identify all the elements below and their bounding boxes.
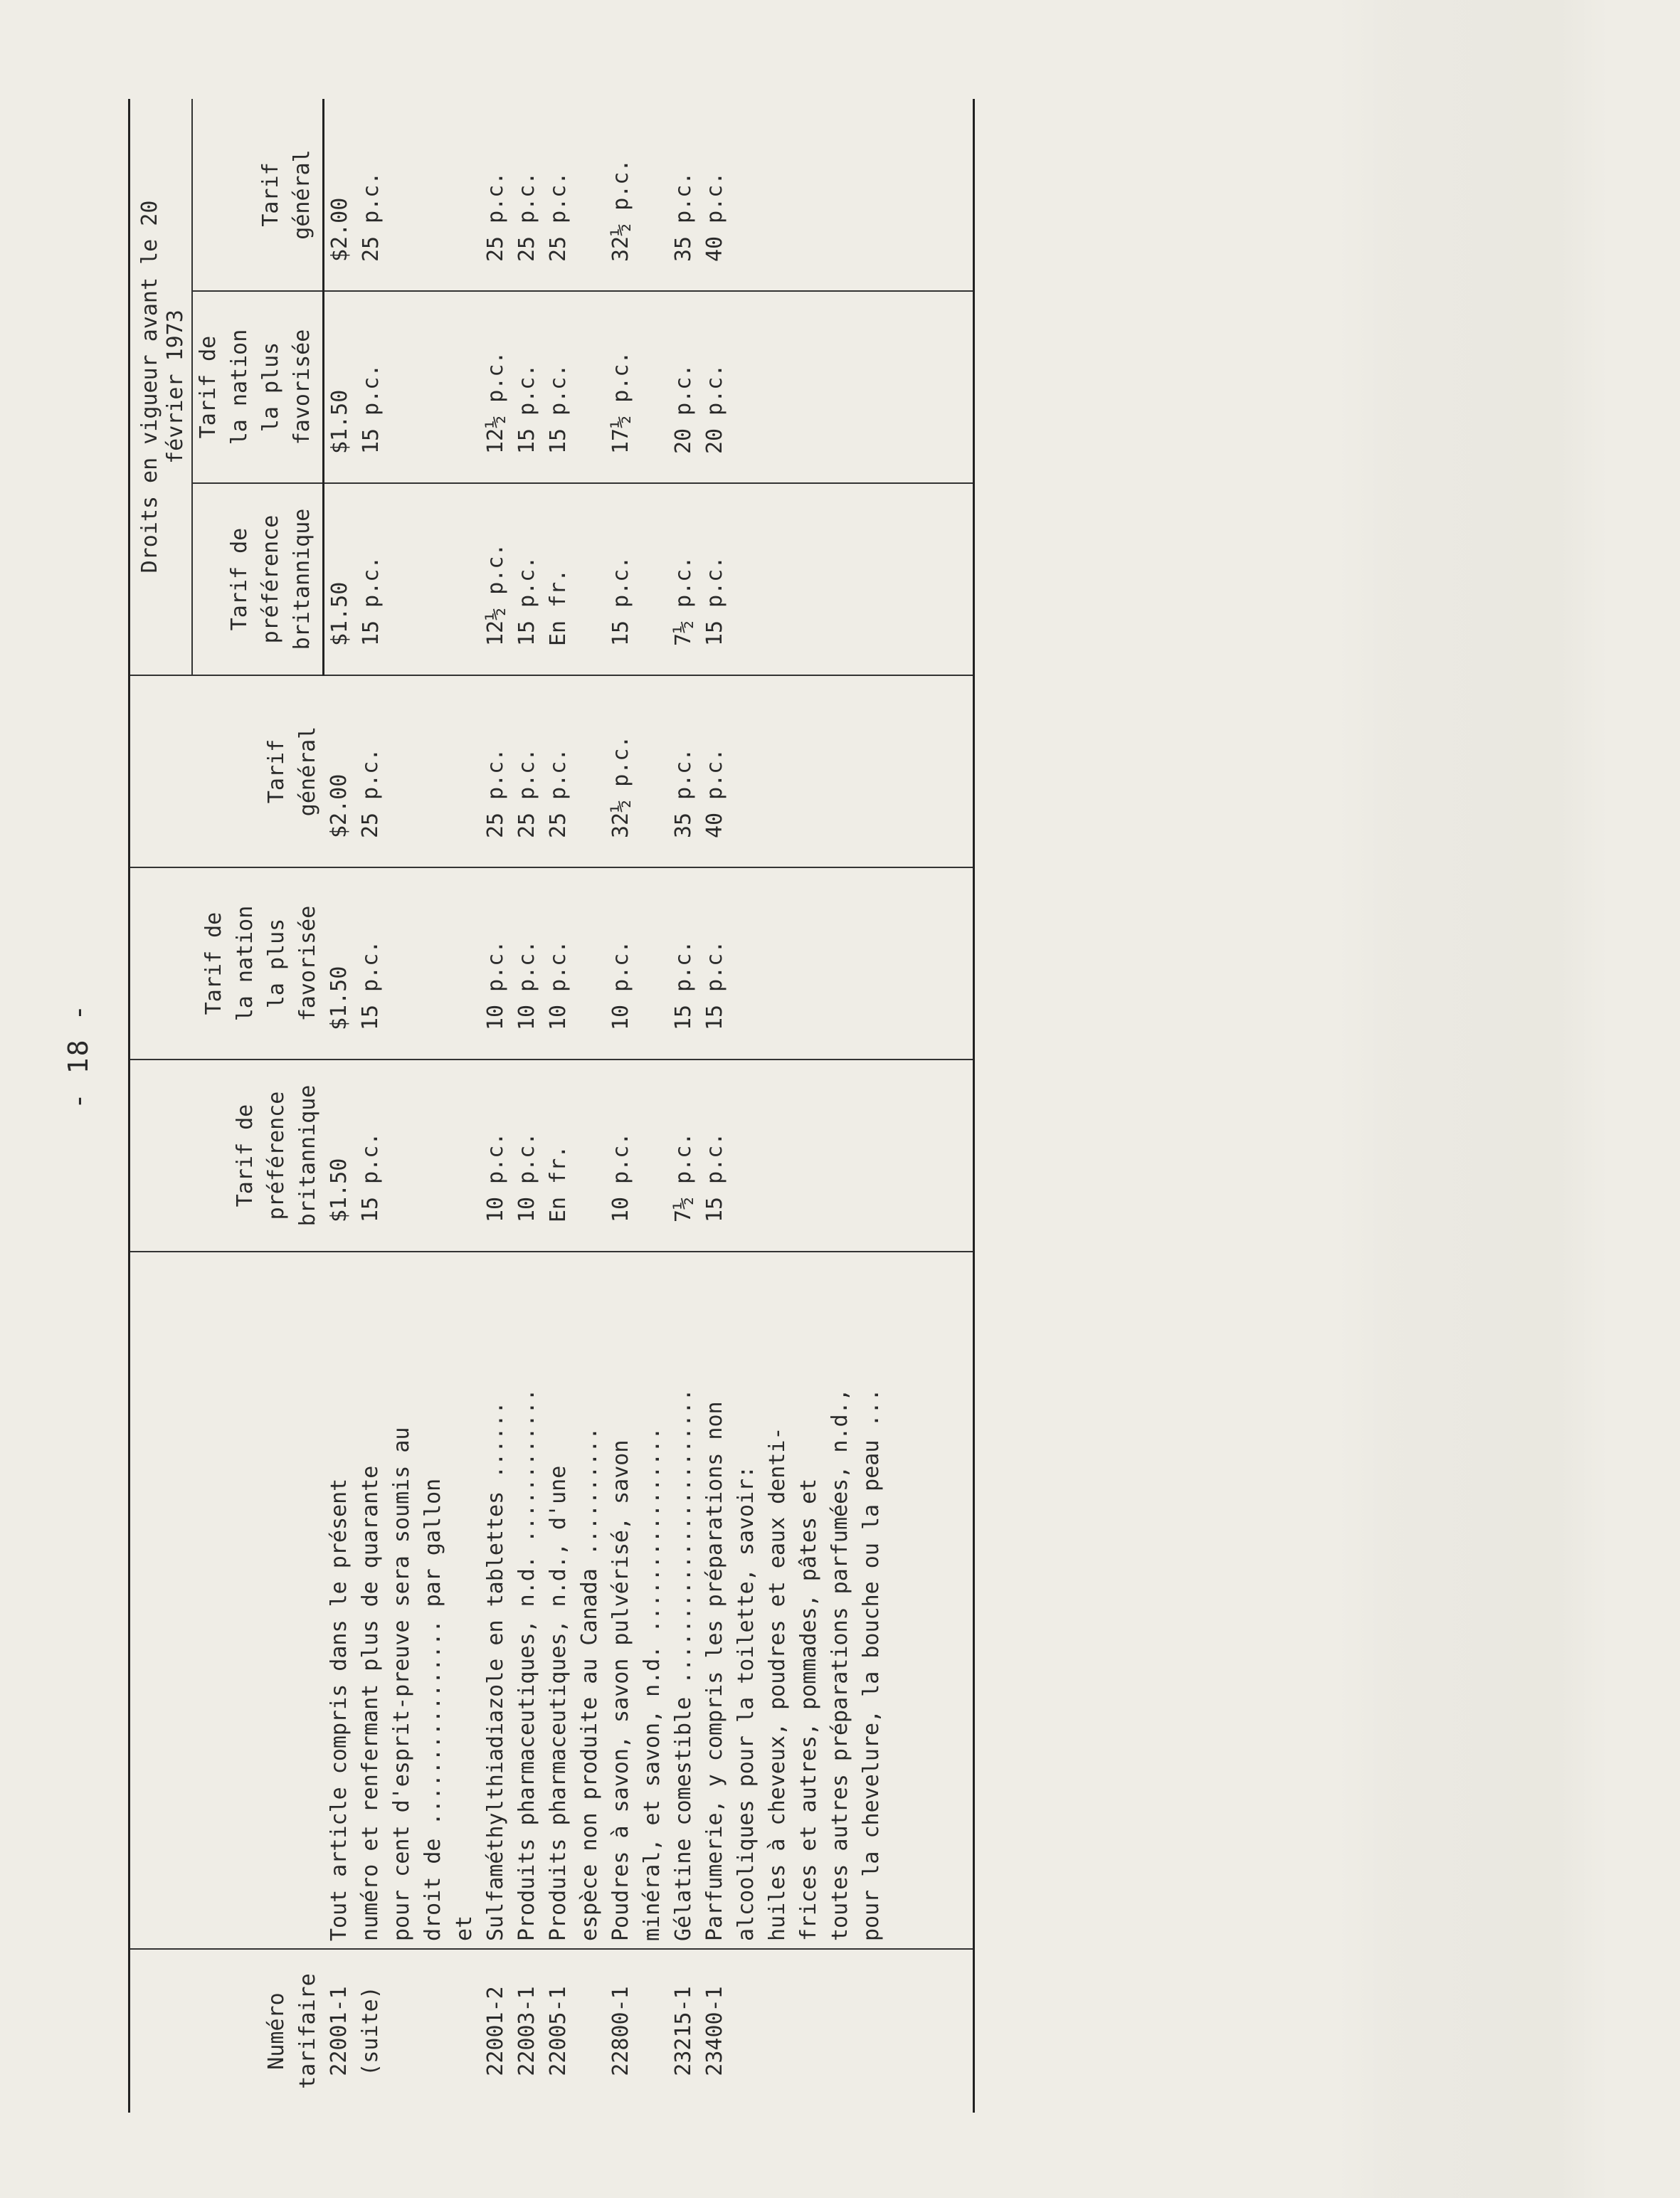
- rate-british-preference: 7½ p.c.: [668, 1060, 699, 1252]
- old-rate-general: 35 p.c.: [668, 99, 699, 291]
- header-description: [130, 1252, 324, 1949]
- tariff-number: 22001-1 (suite): [326, 1986, 383, 2076]
- table-row: [512, 99, 543, 2113]
- rate-general: 35 p.c.: [668, 675, 699, 867]
- old-rate-general: 40 p.c.: [699, 99, 974, 291]
- rate-british-preference: En fr.: [543, 1060, 606, 1252]
- old-rate-most-favoured-nation: $1.50 15 p.c.: [324, 291, 480, 483]
- header-general: Tarif général: [130, 675, 324, 867]
- item-description: Tout article compris dans le présent numéro et renfermant plus de quarante pour cent d'esprit-preuve sera soumis au droit de ................ par gallon et: [324, 1252, 480, 1949]
- tariff-number: 23215-1: [670, 1986, 696, 2076]
- rate-most-favoured-nation: 10 p.c.: [512, 867, 543, 1060]
- page-number: - 18 -: [63, 1003, 94, 1109]
- header-british-preference: Tarif de préférence britannique: [130, 1060, 324, 1252]
- table-row: [324, 99, 480, 2113]
- old-rate-most-favoured-nation: 17½ p.c.: [606, 291, 668, 483]
- old-rate-british-preference: 7½ p.c.: [668, 483, 699, 675]
- rate-british-preference: 15 p.c.: [699, 1060, 974, 1252]
- header-old-most-favoured-nation: Tarif de la nation la plus favorisée: [192, 291, 324, 483]
- tariff-number: 23400-1: [699, 1949, 974, 2113]
- table-row: [543, 99, 606, 2113]
- old-rate-general: 32½ p.c.: [606, 99, 668, 291]
- item-description: Gélatine comestible .......................: [668, 1252, 699, 1949]
- tariff-number: 22800-1: [608, 1986, 633, 2076]
- rate-most-favoured-nation: 15 p.c.: [699, 867, 974, 1060]
- rate-british-preference: $1.50 15 p.c.: [324, 1060, 480, 1252]
- table-row: [480, 99, 512, 2113]
- header-row-top: [130, 99, 193, 2113]
- rate-general: 32½ p.c.: [606, 675, 668, 867]
- tariff-number: 22001-2: [482, 1986, 508, 2076]
- rate-most-favoured-nation: 10 p.c.: [606, 867, 668, 1060]
- old-rate-british-preference: 12½ p.c.: [480, 483, 512, 675]
- rate-general: 25 p.c.: [543, 675, 606, 867]
- old-rate-most-favoured-nation: 12½ p.c.: [480, 291, 512, 483]
- table-row: [668, 99, 699, 2113]
- rate-most-favoured-nation: 15 p.c.: [668, 867, 699, 1060]
- item-description: Parfumerie, y compris les préparations non alcooliques pour la toilette, savoir: huiles à cheveux, poudres et eaux denti- frices et autres, pommades, pâtes et toutes autres préparations parfumées, n.d., pour la chevelure, la bouche ou la peau ...: [699, 1252, 974, 1949]
- old-rate-general: 25 p.c.: [512, 99, 543, 291]
- old-rate-most-favoured-nation: 20 p.c.: [699, 291, 974, 483]
- table-row: [699, 99, 974, 2113]
- rate-most-favoured-nation: 10 p.c.: [543, 867, 606, 1060]
- rate-british-preference: 10 p.c.: [512, 1060, 543, 1252]
- header-old-general: Tarif général: [192, 99, 324, 291]
- table-row: [606, 99, 668, 2113]
- old-rate-most-favoured-nation: 20 p.c.: [668, 291, 699, 483]
- old-rate-british-preference: En fr.: [543, 483, 606, 675]
- bleed-through-shadow: [1338, 0, 1608, 2198]
- old-rate-british-preference: $1.50 15 p.c.: [324, 483, 480, 675]
- rate-british-preference: 10 p.c.: [480, 1060, 512, 1252]
- item-description: Produits pharmaceutiques, n.d., d'une espèce non produite au Canada ..........: [543, 1252, 606, 1949]
- header-rates-before-date: Droits en vigueur avant le 20 février 1973: [130, 99, 193, 675]
- old-rate-most-favoured-nation: 15 p.c.: [512, 291, 543, 483]
- old-rate-british-preference: 15 p.c.: [512, 483, 543, 675]
- rate-general: 25 p.c.: [512, 675, 543, 867]
- old-rate-general: 25 p.c.: [543, 99, 606, 291]
- item-description: Poudres à savon, savon pulvérisé, savon minéral, et savon, n.d. ................: [606, 1252, 668, 1949]
- old-rate-british-preference: 15 p.c.: [699, 483, 974, 675]
- rate-most-favoured-nation: 10 p.c.: [480, 867, 512, 1060]
- header-tariff-number: Numéro tarifaire: [130, 1949, 324, 2113]
- tariff-number: 22005-1: [545, 1986, 571, 2076]
- old-rate-british-preference: 15 p.c.: [606, 483, 668, 675]
- tariff-table: [128, 99, 975, 2113]
- old-rate-general: $2.00 25 p.c.: [324, 99, 480, 291]
- old-rate-most-favoured-nation: 15 p.c.: [543, 291, 606, 483]
- header-most-favoured-nation: Tarif de la nation la plus favorisée: [130, 867, 324, 1060]
- item-description: Sulfaméthylthiadiazole en tablettes ......: [480, 1252, 512, 1949]
- rate-general: 25 p.c.: [480, 675, 512, 867]
- rate-general: 40 p.c.: [699, 675, 974, 867]
- tariff-number: 22003-1: [514, 1986, 539, 2076]
- rate-general: $2.00 25 p.c.: [324, 675, 480, 867]
- old-rate-general: 25 p.c.: [480, 99, 512, 291]
- rate-british-preference: 10 p.c.: [606, 1060, 668, 1252]
- item-description: Produits pharmaceutiques, n.d. ............: [512, 1252, 543, 1949]
- rate-most-favoured-nation: $1.50 15 p.c.: [324, 867, 480, 1060]
- header-old-british-preference: Tarif de préférence britannique: [192, 483, 324, 675]
